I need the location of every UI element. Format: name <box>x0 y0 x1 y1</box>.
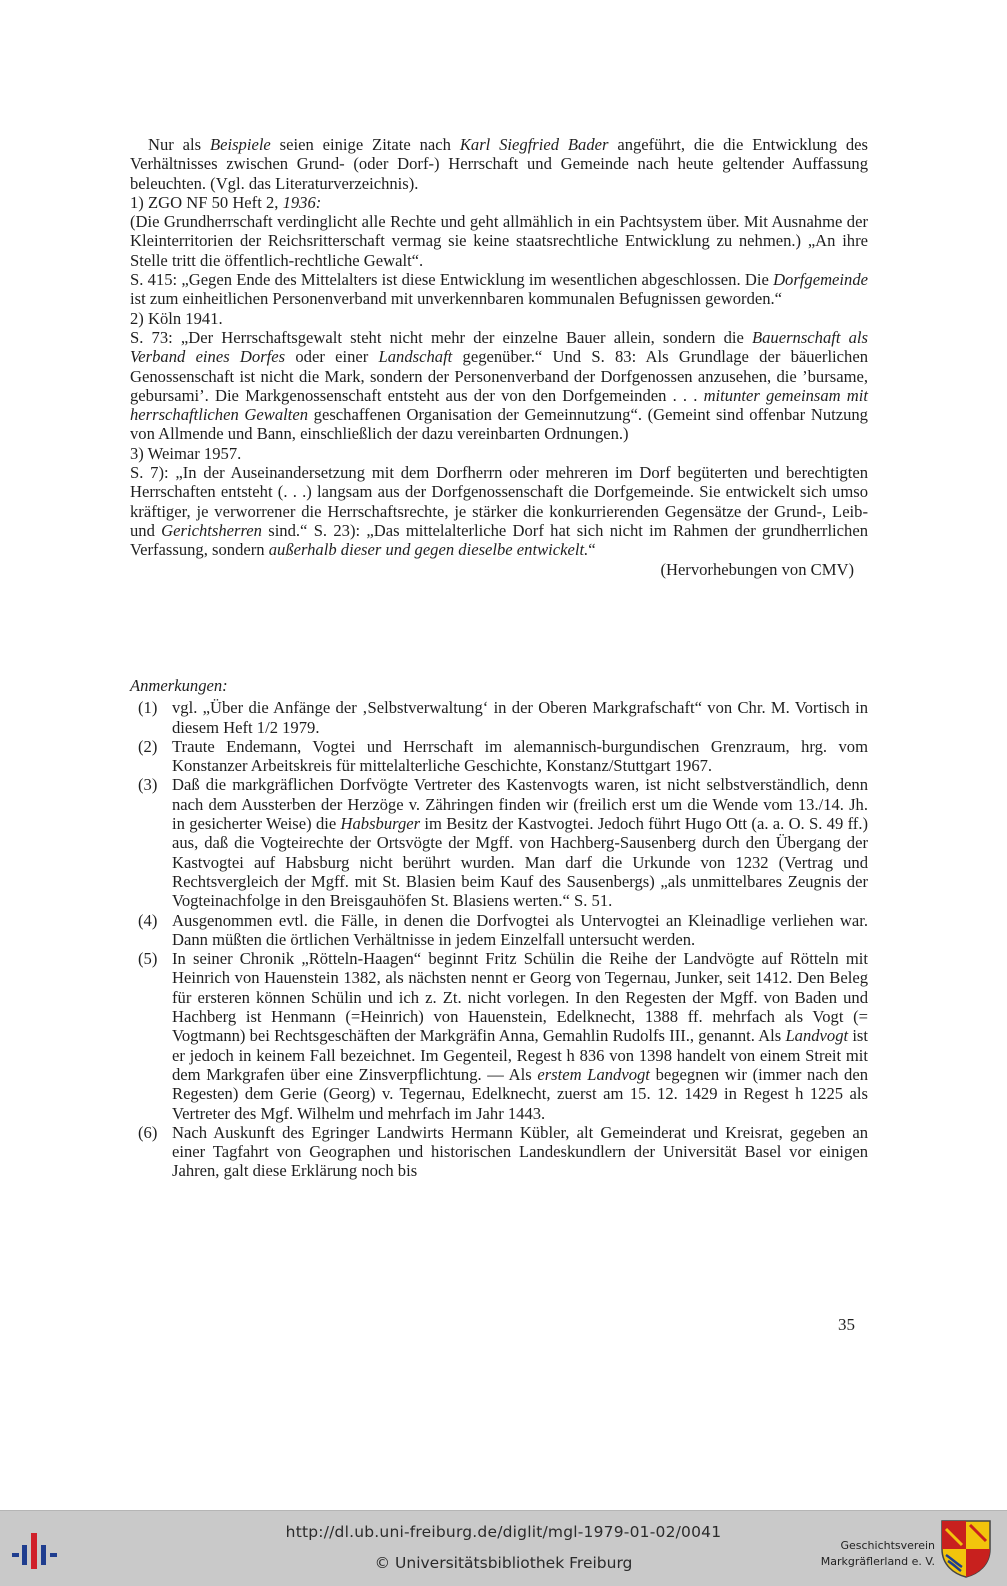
note-1 <box>130 698 868 737</box>
note-text: Nach Auskunft des Egringer Landwirts Hermann Kübler, alt Gemeinderat und Kreisrat, gegeben an einer Tagfahrt von Geographen und historischen Landeskundlern der Universität Basel vor einigen Jahren, galt diese Erklärung noch bis <box>172 1122 868 1181</box>
intro-paragraph: Nur als Beispiele seien einige Zitate nach Karl Siegfried Bader angeführt, die die Entwicklung des Verhältnisses zwischen Grund- (oder Dorf-) Herrschaft und Gemeinde nach heute geltender Auffassung beleuchten. (Vgl. das Literaturverzeichnis). <box>130 135 869 193</box>
quote-2: S. 415: „Gegen Ende des Mittelalters ist diese Entwicklung im wesentlichen abgeschlossen. Die Dorfgemeinde ist zum einheitlichen Personenverband mit unverkennbaren kommunalen Befugnissen geworden.“ <box>130 270 868 309</box>
note-3 <box>130 775 868 910</box>
note-number: (5) <box>138 949 158 969</box>
note-number: (2) <box>138 736 158 756</box>
note-text: In seiner Chronik „Rötteln-Haagen“ beginnt Fritz Schülin die Reihe der Landvögte auf Rötteln mit Heinrich von Hauenstein 1382, als nächsten nennt er Georg von Tegernau, Junker, seit 1412. Den Beleg für ersteren können Schülin und ich z. Zt. nicht vorlegen. In den Regesten der Mgff. von Baden und Hachberg ist Henmann (=Heinrich) von Hauenstein, Edelknecht, 1388 ff. mehrfach als Vogt (= Vogtmann) bei Rechtsgeschäften der Markgräfin Anna, Gemahlin Rudolfs III., genannt. Als Landvogt ist er jedoch in keinem Fall bezeichnet. Im Gegenteil, Regest h 836 von 1398 handelt von einem Streit mit dem Markgrafen über eine Zinsverpflichtung. — Als erstem Landvogt begegnen wir (immer nach den Regesten) dem Gerie (Georg) v. Tegernau, Edelknecht, zuerst am 15. 12. 1429 in Regest h 1225 als Vertreter des Mgf. Wilhelm und mehrfach im Jahr 1443. <box>172 949 869 1123</box>
quote-1: (Die Grundherrschaft verdinglicht alle Rechte und geht allmählich in ein Pachtsystem über. Mit Ausnahme der Kleinterritorien der Reichsritterschaft vermag sie keine staatsrechtliche Entwicklung zu nehmen.) „An ihre Stelle tritt die öffentlich-rechtliche Gewalt“. <box>130 212 868 270</box>
note-text: Ausgenommen evtl. die Fälle, in denen die Dorfvogtei als Untervogtei an Kleinadlige verliehen war. Dann müßten die örtlichen Verhältnisse in jedem Einzelfall untersucht werden. <box>172 910 868 949</box>
reference-1: 1) ZGO NF 50 Heft 2, 1936: <box>130 192 322 212</box>
note-number: (1) <box>138 698 158 718</box>
emphasis-note: (Hervorhebungen von CMV) <box>660 559 854 579</box>
note-6 <box>130 1123 868 1181</box>
quote-3: S. 73: „Der Herrschaftsgewalt steht nicht mehr der einzelne Bauer allein, sondern die Bauernschaft als Verband eines Dorfes oder einer Landschaft gegenüber.“ Und S. 83: Als Grundlage der bäuerlichen Genossenschaft ist nicht die Mark, sondern der Personenverband der Dorfgenossen anzusehen, die ’bursame, gebursami’. Die Markgenossenschaft entsteht aus der von den Dorfgemeinden . . . mitunter gemeinsam mit herrschaftlichen Gewalten geschaffenen Organisation der Gemeinnutzung“. (Gemeint sind offenbar Nutzung von Allmende und Bann, einschließlich der dazu vereinbarten Ordnungen.) <box>130 327 869 444</box>
reference-2: 2) Köln 1941. <box>130 308 223 328</box>
notes-heading: Anmerkungen: <box>130 676 228 695</box>
note-number: (3) <box>138 775 158 795</box>
reference-3: 3) Weimar 1957. <box>130 443 242 463</box>
quote-4: S. 7): „In der Auseinandersetzung mit dem Dorfherrn oder mehreren im Dorf begüterten und berechtigten Herrschaften entsteht (. . .) langsam aus der Dorfgenossenschaft die Dorfgemeinde. Sie entwickelt sich umso kräftiger, je verworrener die Herrschaftsrechte, je stärker die konkurrierenden Gegensätze der Grund-, Leib- und Gerichtsherren sind.“ S. 23): „Das mittelalterliche Dorf hat sich nicht im Rahmen der grundherrlichen Verfassung, sondern außerhalb dieser und gegen dieselbe entwickelt.“ <box>130 463 868 560</box>
note-number: (6) <box>138 1122 158 1142</box>
copyright-text: © Universitätsbibliothek Freiburg <box>374 1554 633 1572</box>
body-text <box>130 135 868 579</box>
note-5 <box>130 949 868 1123</box>
footer-bar <box>0 1510 1007 1586</box>
note-number: (4) <box>138 910 158 930</box>
society-name: Geschichtsverein Markgräflerland e. V. <box>820 1539 935 1568</box>
notes-section <box>130 676 868 1181</box>
document-url-link[interactable]: http://dl.ub.uni-freiburg.de/diglit/mgl-1979-01-02/0041 <box>285 1523 722 1541</box>
note-text: vgl. „Über die Anfänge der ‚Selbstverwaltung‘ in der Oberen Markgrafschaft“ von Chr. M. Vortisch in diesem Heft 1/2 1979. <box>172 698 868 737</box>
page-number: 35 <box>838 1315 855 1334</box>
note-text: Traute Endemann, Vogtei und Herrschaft im alemannisch-burgundischen Grenzraum, hrg. vom Konstanzer Arbeitskreis für mittelalterliche Geschichte, Konstanz/Stuttgart 1967. <box>172 736 868 776</box>
coat-of-arms-icon[interactable] <box>940 1519 992 1579</box>
note-text: Daß die markgräflichen Dorfvögte Vertreter des Kastenvogts waren, ist nicht selbstverständlich, denn nach dem Aussterben der Herzöge v. Zähringen finden wir (freilich erst um die Wende vom 13./14. Jh. in gesicherter Weise) die Habsburger im Besitz der Kastvogtei. Jedoch führt Hugo Ott (a. a. O. S. 49 ff.) aus, daß die Vogteirechte der Ortsvögte der Mgff. von Hachberg-Sausenberg durch den Übergang der Kastvogtei auf Habsburg nicht berührt wurden. Man darf die Urkunde von 1232 (Vertrag und Rechtsvergleich der Mgff. mit St. Blasien beim Kauf des Sausenbergs) „als unmittelbares Zeugnis der Vogteinachfolge in den Breisgauhöfen St. Blasiens werten.“ S. 51. <box>172 775 868 911</box>
note-2 <box>130 737 868 776</box>
note-4 <box>130 911 868 950</box>
